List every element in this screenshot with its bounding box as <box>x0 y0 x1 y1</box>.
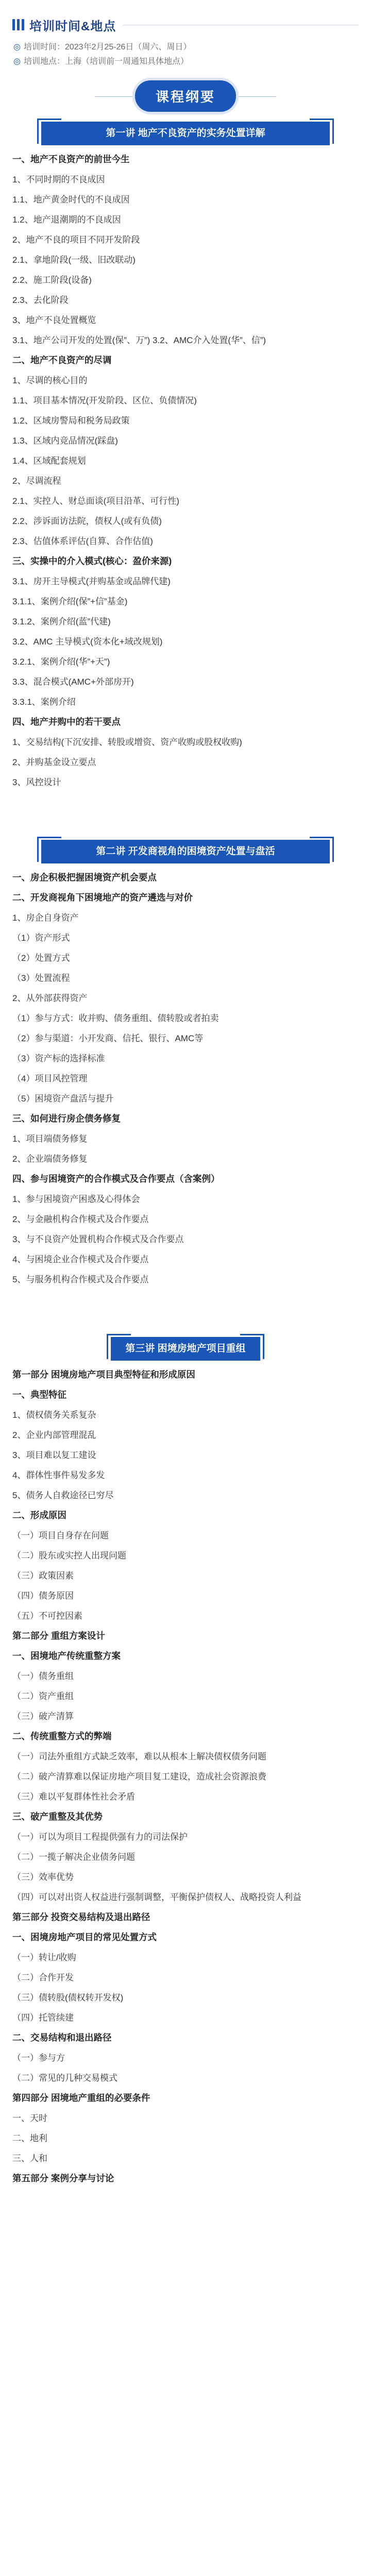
lectures <box>12 122 359 2185</box>
outline-heading: 四、参与困境资产的合作模式及合作要点（含案例） <box>12 1174 220 1184</box>
outline-item: （二）股东或实控人出现问题 <box>12 1551 126 1561</box>
outline-item: 1、房企自身资产 <box>12 913 79 923</box>
outline-item: （一）司法外重组方式缺乏效率，难以从根本上解决债权债务问题 <box>12 1752 266 1761</box>
outline-item: 2、从外部获得资产 <box>12 993 88 1003</box>
outline-item: （3）处置流程 <box>12 973 70 983</box>
outline-item: 5、债务人自救途径已穷尽 <box>12 1490 114 1500</box>
outline-item: （1）参与方式：收并购、债务重组、债转股或者拍卖 <box>12 1013 219 1023</box>
outline-item: 3.1、房开主导模式(并购基金或品牌代建) <box>12 577 171 586</box>
outline-item: 1.4、区域配套规划 <box>12 456 86 466</box>
outline-heading: 第二部分 重组方案设计 <box>12 1631 105 1641</box>
lecture-items-3 <box>12 1368 359 2185</box>
outline-item: 1、项目端债务修复 <box>12 1134 88 1144</box>
outline-heading: 第五部分 案例分享与讨论 <box>12 2173 114 2183</box>
outline-item: 1.1、地产黄金时代的不良成因 <box>12 195 130 205</box>
outline-item: （三）效率优势 <box>12 1872 74 1882</box>
outline-item: 1、不同时期的不良成因 <box>12 175 105 184</box>
outline-heading: 三、如何进行房企债务修复 <box>12 1113 121 1124</box>
outline-heading: 四、地产并购中的若干要点 <box>12 717 121 727</box>
outline-item: 2.2、涉诉面访法院，债权人(或有负债) <box>12 516 162 526</box>
outline-item: （三）债转股(债权转开发权) <box>12 1993 124 2003</box>
lecture-title-3: 第三讲 困境房地产项目重组 <box>111 1337 260 1361</box>
outline-item: （一）项目自身存在问题 <box>12 1531 109 1540</box>
outline-heading: 一、典型特征 <box>12 1389 66 1400</box>
outline-item: （二）破产清算难以保证房地产项目复工建设，造成社会资源浪费 <box>12 1772 266 1782</box>
spacer <box>12 795 359 832</box>
outline-item: 2、地产不良的项目不同开发阶段 <box>12 235 140 245</box>
lecture-title-2: 第二讲 开发商视角的困境资产处置与盘活 <box>41 840 330 863</box>
section-title: 培训时间&地点 <box>29 19 116 33</box>
outline-item: （3）资产标的选择标准 <box>12 1054 105 1063</box>
outline-item: （2）参与渠道：小开发商、信托、银行、AMC等 <box>12 1033 204 1043</box>
outline-heading: 第三部分 投资交易结构及退出路径 <box>12 1912 150 1922</box>
outline-item: 2、企业内部管理混乱 <box>12 1430 96 1440</box>
lecture-items-2 <box>12 871 359 1286</box>
outline-heading: 二、形成原因 <box>12 1510 66 1520</box>
outline-heading: 第四部分 困境地产重组的必要条件 <box>12 2093 150 2103</box>
outline-item: （二）资产重组 <box>12 1691 74 1701</box>
outline-item: （二）常见的几种交易模式 <box>12 2073 117 2083</box>
outline-item: 3.1、地产公司开发的处置(保”、万”) 3.2、AMC介入处置(华”、信”) <box>12 335 266 345</box>
outline-item: 2.1、实控人、财总面谈(项目沿革、可行性) <box>12 496 179 506</box>
training-time <box>12 40 359 55</box>
outline-heading: 二、交易结构和退出路径 <box>12 2032 112 2043</box>
outline-item: 2、与金融机构合作模式及合作要点 <box>12 1214 149 1224</box>
outline-heading: 三、破产重整及其优势 <box>12 1811 103 1822</box>
outline-heading: 二、地产不良资产的尽调 <box>12 355 112 365</box>
outline-badge: 课程纲要 <box>135 80 236 112</box>
outline-badge-wrap <box>12 80 359 112</box>
outline-item: （二）一揽子解决企业债务问题 <box>12 1852 135 1862</box>
outline-item: 3.1.2、案例介绍(蓝”代建) <box>12 617 111 626</box>
lecture-title-1: 第一讲 地产不良资产的实务处置详解 <box>41 122 330 145</box>
outline-item: 3、与不良资产处置机构合作模式及合作要点 <box>12 1234 184 1244</box>
outline-item: 1、参与困境资产困惑及心得体会 <box>12 1194 140 1204</box>
section-header <box>12 9 359 40</box>
training-place <box>12 55 359 69</box>
outline-item: （一）债务重组 <box>12 1671 74 1681</box>
outline-heading: 二、开发商视角下困境地产的资产遴选与对价 <box>12 892 193 903</box>
outline-item: 3.3、混合模式(AMC+外部房开) <box>12 677 134 687</box>
training-time-text: 培训时间：2023年2月25-26日（周六、周日） <box>23 43 192 52</box>
outline-item: （二）合作开发 <box>12 1973 74 1982</box>
outline-item: 3、项目难以复工建设 <box>12 1450 96 1460</box>
outline-heading: 第一部分 困境房地产项目典型特征和形成原因 <box>12 1369 195 1380</box>
outline-heading: 一、困境房地产项目的常见处置方式 <box>12 1932 157 1942</box>
outline-item: 1.2、区域房警局和税务局政策 <box>12 416 130 426</box>
spacer <box>12 1293 359 1329</box>
outline-item: 5、与服务机构合作模式及合作要点 <box>12 1275 149 1284</box>
outline-item: （三）难以平复群体性社会矛盾 <box>12 1792 135 1802</box>
section-bars-icon <box>12 19 24 30</box>
outline-item: 4、与困境企业合作模式及合作要点 <box>12 1255 149 1264</box>
outline-item: （四）可以对出资人权益进行强制调整，平衡保护债权人、战略投资人利益 <box>12 1892 301 1902</box>
outline-item: 2、并购基金设立要点 <box>12 757 96 767</box>
outline-heading: 二、传统重整方式的弊端 <box>12 1731 112 1741</box>
outline-item: （三）破产清算 <box>12 1711 74 1721</box>
page <box>0 9 371 2212</box>
outline-heading: 三、实操中的介入模式(核心：盈价来源) <box>12 556 172 566</box>
outline-item: 3、风控设计 <box>12 777 61 787</box>
outline-heading: 一、困境地产传统重整方案 <box>12 1651 121 1661</box>
outline-item: 1.3、区域内竞品情况(踩盘) <box>12 436 118 446</box>
outline-item: 1、尽调的核心目的 <box>12 376 88 385</box>
outline-item: 1.2、地产退潮期的不良成因 <box>12 215 121 225</box>
outline-item: 2.1、拿地阶段(一级、旧改联动) <box>12 255 136 265</box>
outline-item: 2.3、估值体系评估(自算、合作估值) <box>12 536 153 546</box>
outline-item: 1.1、项目基本情况(开发阶段、区位、负债情况) <box>12 396 197 405</box>
outline-item: （1）资产形式 <box>12 933 70 943</box>
circle-mark-icon: ◎ <box>13 43 21 52</box>
lecture-items-1 <box>12 152 359 789</box>
outline-item: 三、人和 <box>12 2154 47 2163</box>
outline-item: 3.2、AMC 主导模式(资本化+域改规划) <box>12 637 163 647</box>
outline-item: 2.2、施工阶段(设备) <box>12 275 92 285</box>
training-place-text: 培训地点：上海（培训前一周通知具体地点） <box>23 57 189 66</box>
outline-item: （四）托管续建 <box>12 2013 74 2023</box>
circle-mark-icon: ◎ <box>13 57 21 66</box>
outline-item: （5）困境资产盘活与提升 <box>12 1094 114 1104</box>
outline-heading: 一、地产不良资产的前世今生 <box>12 154 130 164</box>
outline-item: 3.3.1、案例介绍 <box>12 697 76 707</box>
outline-item: 二、地利 <box>12 2133 47 2143</box>
outline-item: 一、天时 <box>12 2113 47 2123</box>
outline-item: 3.1.1、案例介绍(保”+信”基金) <box>12 597 128 606</box>
outline-item: （三）政策因素 <box>12 1571 74 1581</box>
outline-item: （4）项目风控管理 <box>12 1074 88 1083</box>
outline-item: 1、债权债务关系复杂 <box>12 1410 96 1420</box>
outline-item: 1、交易结构(下沉安排、转股或增资、资产收购或股权收购) <box>12 737 242 747</box>
outline-item: （五）不可控因素 <box>12 1611 82 1621</box>
outline-item: 2、企业端债务修复 <box>12 1154 88 1164</box>
outline-item: （2）处置方式 <box>12 953 70 963</box>
outline-item: （一）转让/收购 <box>12 1953 76 1962</box>
outline-item: （一）可以为项目工程提供强有力的司法保护 <box>12 1832 188 1842</box>
outline-item: 3、地产不良处置概览 <box>12 315 96 325</box>
outline-item: 4、群体性事件易发多发 <box>12 1470 105 1480</box>
outline-item: （四）债务原因 <box>12 1591 74 1601</box>
outline-heading: 一、房企积极把握困境资产机会要点 <box>12 872 157 883</box>
outline-item: （一）参与方 <box>12 2053 65 2063</box>
outline-item: 2、尽调流程 <box>12 476 61 486</box>
outline-item: 2.3、去化阶段 <box>12 295 69 305</box>
outline-item: 3.2.1、案例介绍(华”+天”) <box>12 657 110 667</box>
